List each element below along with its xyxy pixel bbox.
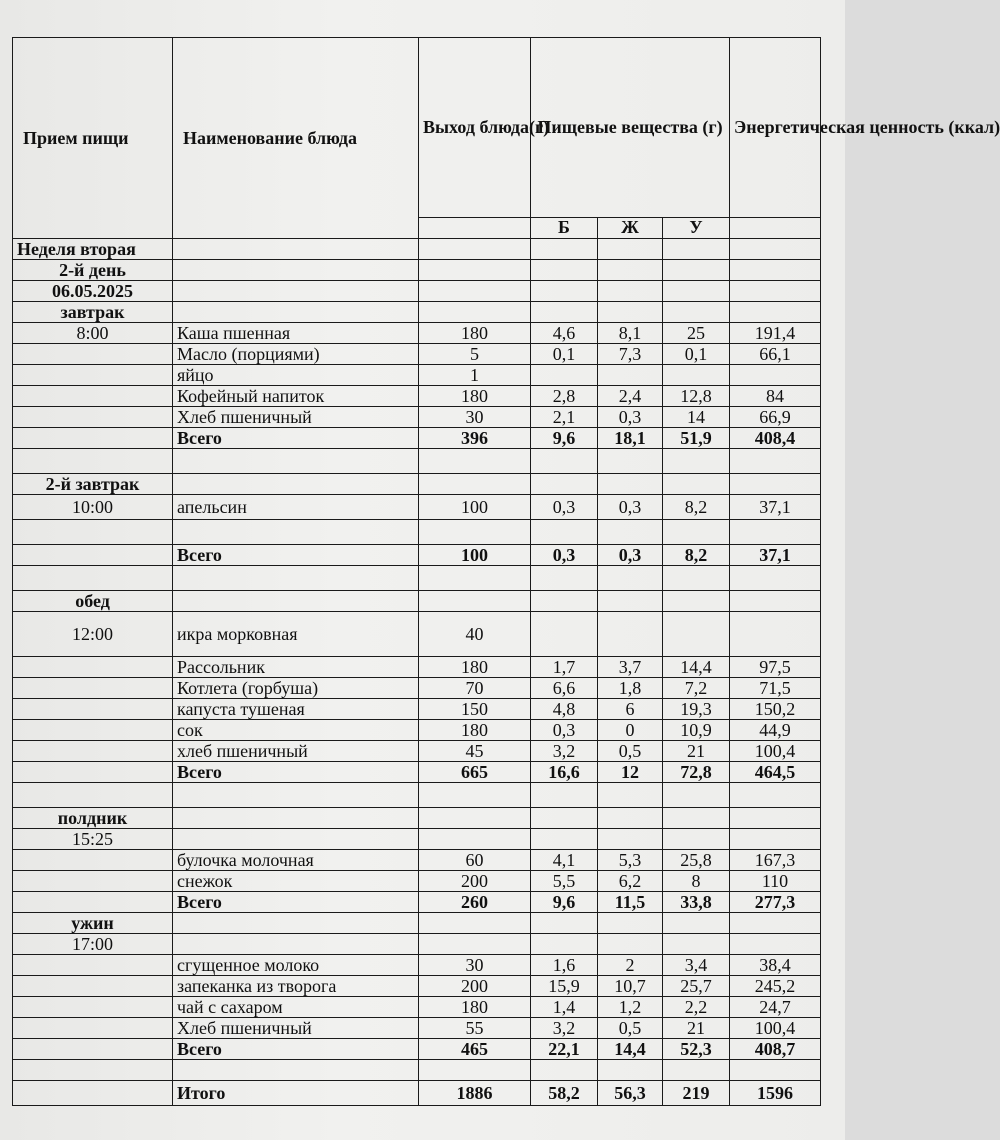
dish-name: Рассольник	[173, 657, 419, 678]
dish-carbs: 25	[663, 323, 730, 344]
total-carbs: 8,2	[663, 545, 730, 566]
date-row	[13, 281, 821, 302]
dish-yield: 45	[419, 741, 531, 762]
time-row	[13, 934, 821, 955]
dish-protein: 2,8	[531, 386, 598, 407]
meal-name: завтрак	[13, 302, 173, 323]
dish-carbs: 7,2	[663, 678, 730, 699]
total-yield: 260	[419, 892, 531, 913]
day-label: 2-й день	[13, 260, 173, 281]
total-label: Всего	[173, 892, 419, 913]
meal-row-lunch	[13, 591, 821, 612]
dish-fat	[598, 365, 663, 386]
menu-table	[12, 37, 1000, 1106]
dish-yield: 100	[419, 495, 531, 520]
dish-kcal: 66,1	[730, 344, 821, 365]
dish-carbs: 3,4	[663, 955, 730, 976]
dish-fat: 0,3	[598, 407, 663, 428]
dish-fat: 6	[598, 699, 663, 720]
meal-name: 2-й завтрак	[13, 474, 173, 495]
dish-yield: 40	[419, 612, 531, 657]
table-row	[13, 495, 821, 520]
dish-name: икра морковная	[173, 612, 419, 657]
total-kcal: 408,7	[730, 1039, 821, 1060]
total-fat: 18,1	[598, 428, 663, 449]
col-header-energy: Энергетическая ценность (ккал)	[730, 38, 821, 218]
dish-carbs: 8	[663, 871, 730, 892]
dish-carbs: 2,2	[663, 997, 730, 1018]
dish-kcal: 38,4	[730, 955, 821, 976]
table-row	[13, 678, 821, 699]
table-row	[13, 323, 821, 344]
table-row	[13, 344, 821, 365]
total-row	[13, 1039, 821, 1060]
total-carbs: 33,8	[663, 892, 730, 913]
dish-fat: 2,4	[598, 386, 663, 407]
dish-yield: 200	[419, 976, 531, 997]
dish-protein: 1,7	[531, 657, 598, 678]
dish-yield: 60	[419, 850, 531, 871]
total-row	[13, 545, 821, 566]
subheader-empty	[419, 217, 531, 238]
dish-yield: 5	[419, 344, 531, 365]
dish-protein: 0,3	[531, 495, 598, 520]
dish-protein: 2,1	[531, 407, 598, 428]
dish-fat: 1,2	[598, 997, 663, 1018]
dish-kcal: 66,9	[730, 407, 821, 428]
table-row	[13, 955, 821, 976]
meal-name: обед	[13, 591, 173, 612]
dish-yield: 200	[419, 871, 531, 892]
dish-protein	[531, 612, 598, 657]
total-carbs: 51,9	[663, 428, 730, 449]
table-row	[13, 386, 821, 407]
meal-row-snack	[13, 808, 821, 829]
dish-name: сгущенное молоко	[173, 955, 419, 976]
dish-name: яйцо	[173, 365, 419, 386]
dish-protein: 4,8	[531, 699, 598, 720]
dish-yield: 180	[419, 997, 531, 1018]
spacer-row	[13, 449, 821, 474]
dish-kcal: 245,2	[730, 976, 821, 997]
dish-carbs: 0,1	[663, 344, 730, 365]
total-kcal: 408,4	[730, 428, 821, 449]
dish-name: булочка молочная	[173, 850, 419, 871]
dish-kcal: 150,2	[730, 699, 821, 720]
dish-kcal	[730, 612, 821, 657]
day-row	[13, 260, 821, 281]
col-header-carbs: У	[663, 217, 730, 238]
dish-fat: 2	[598, 955, 663, 976]
dish-carbs: 25,7	[663, 976, 730, 997]
dish-kcal: 24,7	[730, 997, 821, 1018]
dish-name: сок	[173, 720, 419, 741]
week-label: Неделя вторая	[13, 239, 173, 260]
col-header-fat: Ж	[598, 217, 663, 238]
total-yield: 396	[419, 428, 531, 449]
dish-kcal: 84	[730, 386, 821, 407]
total-fat: 11,5	[598, 892, 663, 913]
dish-carbs: 14	[663, 407, 730, 428]
table-row	[13, 741, 821, 762]
dish-carbs: 12,8	[663, 386, 730, 407]
dish-yield: 180	[419, 386, 531, 407]
grand-total-yield: 1886	[419, 1081, 531, 1106]
total-protein: 16,6	[531, 762, 598, 783]
dish-fat: 10,7	[598, 976, 663, 997]
table-row	[13, 976, 821, 997]
dish-name: запеканка из творога	[173, 976, 419, 997]
table-row	[13, 612, 821, 657]
dish-protein: 3,2	[531, 1018, 598, 1039]
total-carbs: 72,8	[663, 762, 730, 783]
dish-name: Каша пшенная	[173, 323, 419, 344]
total-yield: 665	[419, 762, 531, 783]
dish-protein: 4,1	[531, 850, 598, 871]
dish-yield: 180	[419, 323, 531, 344]
dish-protein: 0,3	[531, 720, 598, 741]
dish-kcal: 71,5	[730, 678, 821, 699]
dish-fat: 0,3	[598, 495, 663, 520]
dish-fat: 6,2	[598, 871, 663, 892]
dish-name: Хлеб пшеничный	[173, 1018, 419, 1039]
time-row	[13, 829, 821, 850]
spacer-row	[13, 1060, 821, 1081]
dish-carbs: 8,2	[663, 495, 730, 520]
meal-time: 15:25	[13, 829, 173, 850]
dish-name: апельсин	[173, 495, 419, 520]
col-header-dish: Наименование блюда	[173, 38, 419, 239]
dish-kcal: 97,5	[730, 657, 821, 678]
dish-kcal: 100,4	[730, 741, 821, 762]
meal-time: 12:00	[13, 612, 173, 657]
dish-fat: 1,8	[598, 678, 663, 699]
total-label: Всего	[173, 428, 419, 449]
meal-row-breakfast	[13, 302, 821, 323]
table-row	[13, 657, 821, 678]
dish-protein: 1,6	[531, 955, 598, 976]
col-header-protein: Б	[531, 217, 598, 238]
meal-row-dinner	[13, 913, 821, 934]
dish-name: хлеб пшеничный	[173, 741, 419, 762]
dish-yield: 70	[419, 678, 531, 699]
table-row	[13, 997, 821, 1018]
total-protein: 0,3	[531, 545, 598, 566]
grand-total-fat: 56,3	[598, 1081, 663, 1106]
dish-protein: 4,6	[531, 323, 598, 344]
dish-carbs: 14,4	[663, 657, 730, 678]
dish-kcal: 100,4	[730, 1018, 821, 1039]
dish-protein: 6,6	[531, 678, 598, 699]
meal-time: 8:00	[13, 323, 173, 344]
spacer-row	[13, 566, 821, 591]
meal-time: 10:00	[13, 495, 173, 520]
meal-name: ужин	[13, 913, 173, 934]
week-row	[13, 239, 821, 260]
total-row	[13, 892, 821, 913]
dish-carbs	[663, 365, 730, 386]
table-row	[13, 871, 821, 892]
dish-carbs: 10,9	[663, 720, 730, 741]
meal-row-breakfast2	[13, 474, 821, 495]
total-label: Всего	[173, 762, 419, 783]
total-fat: 0,3	[598, 545, 663, 566]
dish-fat: 7,3	[598, 344, 663, 365]
dish-name: Кофейный напиток	[173, 386, 419, 407]
total-protein: 9,6	[531, 428, 598, 449]
dish-kcal: 44,9	[730, 720, 821, 741]
dish-fat: 5,3	[598, 850, 663, 871]
dish-protein	[531, 365, 598, 386]
dish-fat: 0,5	[598, 1018, 663, 1039]
dish-yield: 180	[419, 720, 531, 741]
dish-yield: 30	[419, 955, 531, 976]
dish-carbs: 19,3	[663, 699, 730, 720]
total-kcal: 37,1	[730, 545, 821, 566]
col-header-nutrients: Пищевые вещества (г)	[531, 38, 730, 218]
grand-total-kcal: 1596	[730, 1081, 821, 1106]
subheader-empty	[730, 217, 821, 238]
dish-protein: 0,1	[531, 344, 598, 365]
table-row	[13, 365, 821, 386]
dish-protein: 5,5	[531, 871, 598, 892]
date-label: 06.05.2025	[13, 281, 173, 302]
dish-protein: 15,9	[531, 976, 598, 997]
total-yield: 465	[419, 1039, 531, 1060]
dish-protein: 3,2	[531, 741, 598, 762]
table-row	[13, 850, 821, 871]
spacer-row	[13, 783, 821, 808]
dish-name: чай с сахаром	[173, 997, 419, 1018]
total-protein: 22,1	[531, 1039, 598, 1060]
dish-name: капуста тушеная	[173, 699, 419, 720]
meal-name: полдник	[13, 808, 173, 829]
dish-fat: 0	[598, 720, 663, 741]
grand-total-label: Итого	[173, 1081, 419, 1106]
meal-time: 17:00	[13, 934, 173, 955]
dish-fat: 3,7	[598, 657, 663, 678]
total-carbs: 52,3	[663, 1039, 730, 1060]
dish-name: Хлеб пшеничный	[173, 407, 419, 428]
total-fat: 14,4	[598, 1039, 663, 1060]
total-protein: 9,6	[531, 892, 598, 913]
dish-name: Масло (порциями)	[173, 344, 419, 365]
total-row	[13, 428, 821, 449]
dish-name: Котлета (горбуша)	[173, 678, 419, 699]
table-row	[13, 1018, 821, 1039]
table-row	[13, 720, 821, 741]
total-kcal: 464,5	[730, 762, 821, 783]
header-row	[13, 38, 821, 218]
table-row	[13, 699, 821, 720]
dish-kcal: 191,4	[730, 323, 821, 344]
dish-kcal: 37,1	[730, 495, 821, 520]
total-fat: 12	[598, 762, 663, 783]
dish-kcal: 167,3	[730, 850, 821, 871]
dish-name: снежок	[173, 871, 419, 892]
dish-yield: 180	[419, 657, 531, 678]
col-header-meal: Прием пищи	[13, 38, 173, 239]
dish-carbs	[663, 612, 730, 657]
spacer-row	[13, 520, 821, 545]
dish-fat: 8,1	[598, 323, 663, 344]
dish-fat: 0,5	[598, 741, 663, 762]
total-row	[13, 762, 821, 783]
dish-protein: 1,4	[531, 997, 598, 1018]
grand-total-carbs: 219	[663, 1081, 730, 1106]
table-row	[13, 407, 821, 428]
dish-kcal	[730, 365, 821, 386]
dish-yield: 55	[419, 1018, 531, 1039]
grand-total-protein: 58,2	[531, 1081, 598, 1106]
dish-yield: 150	[419, 699, 531, 720]
grand-total-row	[13, 1081, 821, 1106]
col-header-yield: Выход блюда(г)	[419, 38, 531, 218]
total-label: Всего	[173, 545, 419, 566]
dish-yield: 30	[419, 407, 531, 428]
total-kcal: 277,3	[730, 892, 821, 913]
dish-fat	[598, 612, 663, 657]
dish-carbs: 21	[663, 741, 730, 762]
dish-yield: 1	[419, 365, 531, 386]
total-label: Всего	[173, 1039, 419, 1060]
dish-kcal: 110	[730, 871, 821, 892]
total-yield: 100	[419, 545, 531, 566]
dish-carbs: 21	[663, 1018, 730, 1039]
dish-carbs: 25,8	[663, 850, 730, 871]
